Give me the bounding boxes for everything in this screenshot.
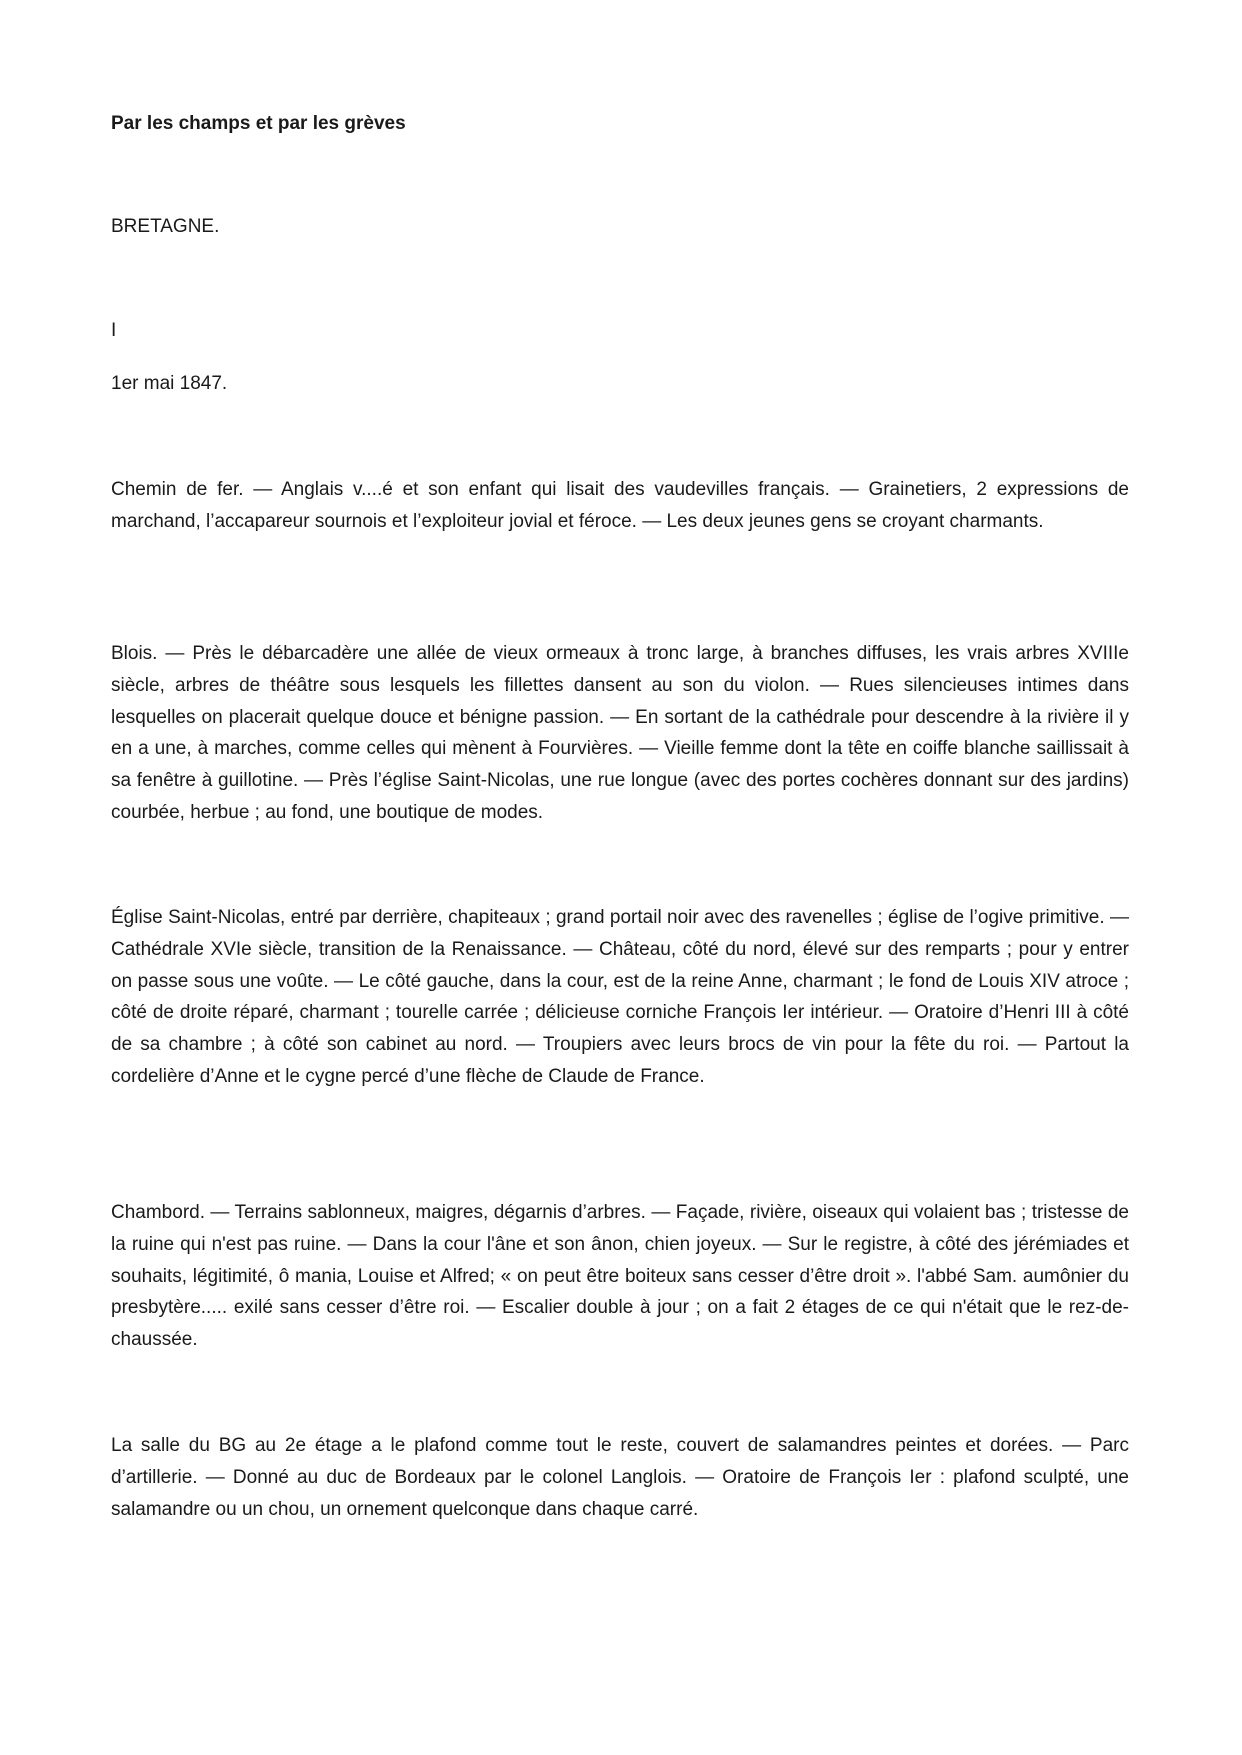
part-number: I (111, 320, 117, 341)
paragraph-salle-du-bg: La salle du BG au 2e étage a le plafond comme tout le reste, couvert de salamandres peintes et dorées. — Parc d’artillerie. — Donné au duc de Bordeaux par le colonel Langlois. — Oratoire de François Ier : plafond sculpté, une salamandre ou un chou, un ornement quelconque dans chaque carré. (111, 1435, 1129, 1520)
region-heading: BRETAGNE. (111, 216, 220, 237)
paragraph-eglise-saint-nicolas: Église Saint-Nicolas, entré par derrière, chapiteaux ; grand portail noir avec des ravenelles ; église de l’ogive primitive. — Cathédrale XVIe siècle, transition de la Renaissance. — Château, côté du nord, élevé sur des remparts ; pour y entrer on passe sous une voûte. — Le côté gauche, dans la cour, est de la reine Anne, charmant ; le fond de Louis XIV atroce ; côté de droite réparé, charmant ; tourelle carrée ; délicieuse corniche François Ier intérieur. — Oratoire d’Henri III à côté de sa chambre ; à côté son cabinet au nord. — Troupiers avec leurs brocs de vin pour la fête du roi. — Partout la cordelière d’Anne et le cygne percé d’une flèche de Claude de France. (111, 907, 1129, 1087)
paragraph-chemin-de-fer: Chemin de fer. — Anglais v....é et son enfant qui lisait des vaudevilles français. — Grainetiers, 2 expressions de marchand, l’accapareur sournois et l’exploiteur jovial et féroce. — Les deux jeunes gens se croyant charmants. (111, 479, 1129, 532)
paragraph-chambord: Chambord. — Terrains sablonneux, maigres, dégarnis d’arbres. — Façade, rivière, oiseaux qui volaient bas ; tristesse de la ruine qui n'est pas ruine. — Dans la cour l'âne et son ânon, chien joyeux. — Sur le registre, à côté des jérémiades et souhaits, légitimité, ô mania, Louise et Alfred; « on peut être boiteux sans cesser d’être droit ». l'abbé Sam. aumônier du presbytère..... exilé sans cesser d’être roi. — Escalier double à jour ; on a fait 2 étages de ce qui n'était que le rez-de-chaussée. (111, 1202, 1129, 1351)
document-title: Par les champs et par les grèves (111, 113, 406, 134)
paragraph-blois: Blois. — Près le débarcadère une allée de vieux ormeaux à tronc large, à branches diffuses, les vrais arbres XVIIIe siècle, arbres de théâtre sous lesquels les fillettes dansent au son du violon. — Rues silencieuses intimes dans lesquelles on placerait quelque douce et bénigne passion. — En sortant de la cathédrale pour descendre à la rivière il y en a une, à marches, comme celles qui mènent à Fourvières. — Vieille femme dont la tête en coiffe blanche saillissait à sa fenêtre à guillotine. — Près l’église Saint-Nicolas, une rue longue (avec des portes cochères donnant sur des jardins) courbée, herbue ; au fond, une boutique de modes. (111, 643, 1129, 823)
date-line: 1er mai 1847. (111, 373, 228, 394)
